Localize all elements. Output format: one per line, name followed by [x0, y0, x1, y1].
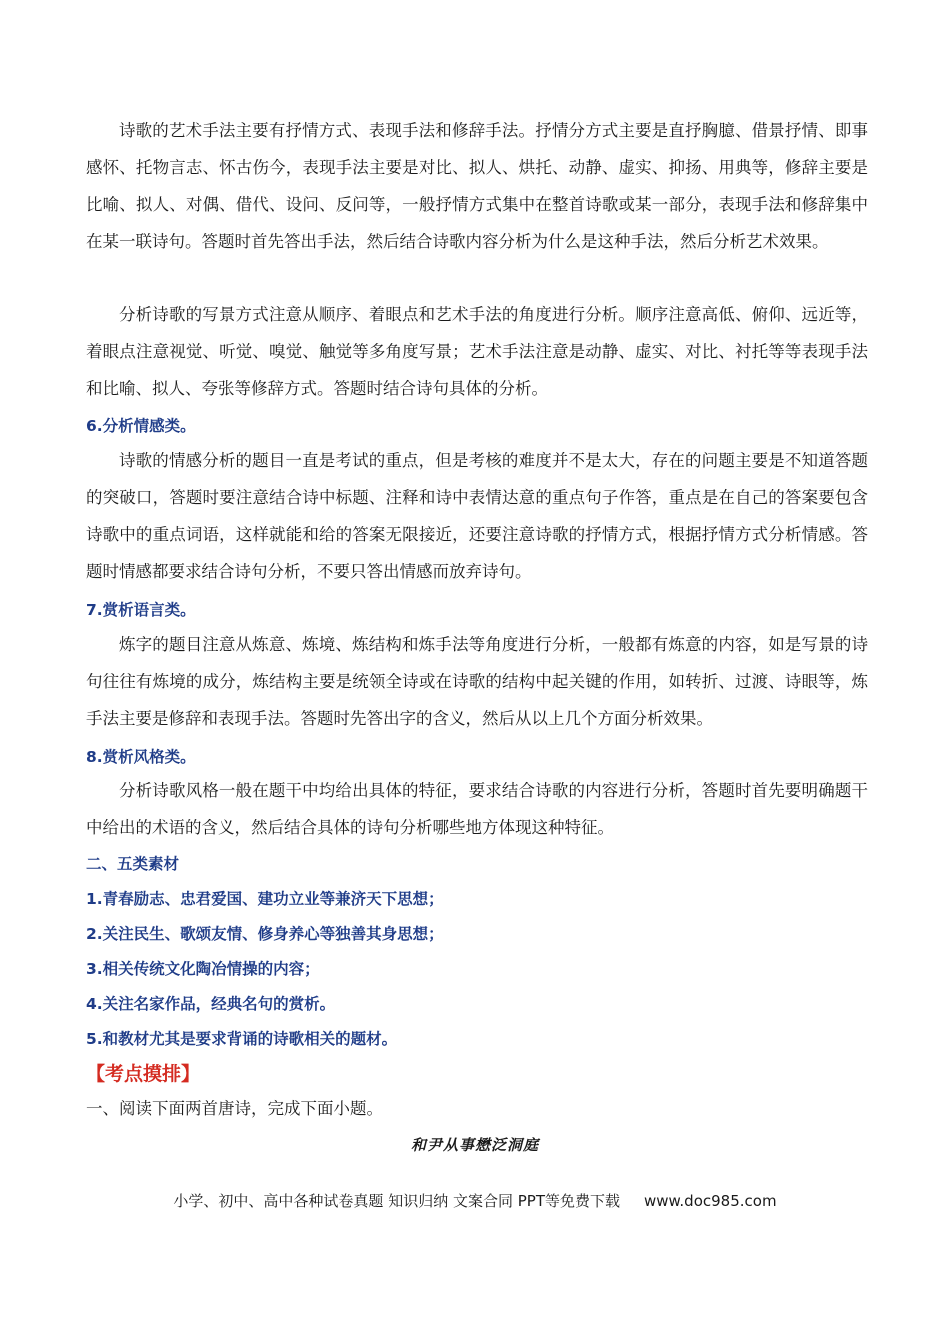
paragraph-art-techniques: 诗歌的艺术手法主要有抒情方式、表现手法和修辞手法。抒情分方式主要是直抒胸臆、借景抒情、即事感怀、托物言志、怀古伤今，表现手法主要是对比、拟人、烘托、动静、虚实、抑扬、用典等，修辞主要是比喻、拟人、对偶、借代、设问、反问等，一般抒情方式集中在整首诗歌或某一部分，表现手法和修辞集中在某一联诗句。答题时首先答出手法，然后结合诗歌内容分析为什么是这种手法，然后分析艺术效果。	[86, 121, 868, 251]
material-item-2: 2.关注民生、歌颂友情、修身养心等独善其身思想；	[86, 925, 444, 943]
footer-text: 小学、初中、高中各种试卷真题 知识归纳 文案合同 PPT等免费下载	[173, 1192, 620, 1210]
heading-five-materials: 二、五类素材	[86, 855, 180, 873]
paragraph-style-appreciation: 分析诗歌风格一般在题干中均给出具体的特征，要求结合诗歌的内容进行分析，答题时首先要明确题干中给出的术语的含义，然后结合具体的诗句分析哪些地方体现这种特征。	[86, 781, 868, 837]
heading-emotion-analysis: 6.分析情感类。	[86, 417, 196, 435]
heading-style-appreciation: 8.赏析风格类。	[86, 748, 196, 766]
material-item-5: 5.和教材尤其是要求背诵的诗歌相关的题材。	[86, 1030, 398, 1048]
heading-language-appreciation: 7.赏析语言类。	[86, 601, 196, 619]
footer-url[interactable]: www.doc985.com	[643, 1192, 777, 1210]
material-item-1: 1.青春励志、忠君爱国、建功立业等兼济天下思想；	[86, 890, 444, 908]
paragraph-scenery-description: 分析诗歌的写景方式注意从顺序、着眼点和艺术手法的角度进行分析。顺序注意高低、俯仰、远近等，着眼点注意视觉、听觉、嗅觉、触觉等多角度写景；艺术手法注意是动静、虚实、对比、衬托等等表现手法和比喻、拟人、夸张等修辞方式。答题时结合诗句具体的分析。	[86, 305, 868, 398]
paragraph-language-appreciation: 炼字的题目注意从炼意、炼境、炼结构和炼手法等角度进行分析，一般都有炼意的内容，如是写景的诗句往往有炼境的成分，炼结构主要是统领全诗或在诗歌的结构中起关键的作用，如转折、过渡、诗眼等，炼手法主要是修辞和表现手法。答题时先答出字的含义，然后从以上几个方面分析效果。	[86, 635, 868, 728]
footer	[0, 1191, 950, 1211]
kaodian-heading: 【考点摸排】	[86, 1063, 201, 1085]
material-item-3: 3.相关传统文化陶冶情操的内容；	[86, 960, 320, 978]
question-intro: 一、阅读下面两首唐诗，完成下面小题。	[86, 1099, 383, 1118]
material-item-4: 4.关注名家作品，经典名句的赏析。	[86, 995, 336, 1013]
paragraph-emotion-analysis: 诗歌的情感分析的题目一直是考试的重点，但是考核的难度并不是太大，存在的问题主要是不知道答题的突破口，答题时要注意结合诗中标题、注释和诗中表情达意的重点句子作答，重点是在自己的答案要包含诗歌中的重点词语，这样就能和给的答案无限接近，还要注意诗歌的抒情方式，根据抒情方式分析情感。答题时情感都要求结合诗句分析，不要只答出情感而放弃诗句。	[86, 451, 868, 581]
poem-title: 和尹从事懋泛洞庭	[410, 1136, 539, 1154]
